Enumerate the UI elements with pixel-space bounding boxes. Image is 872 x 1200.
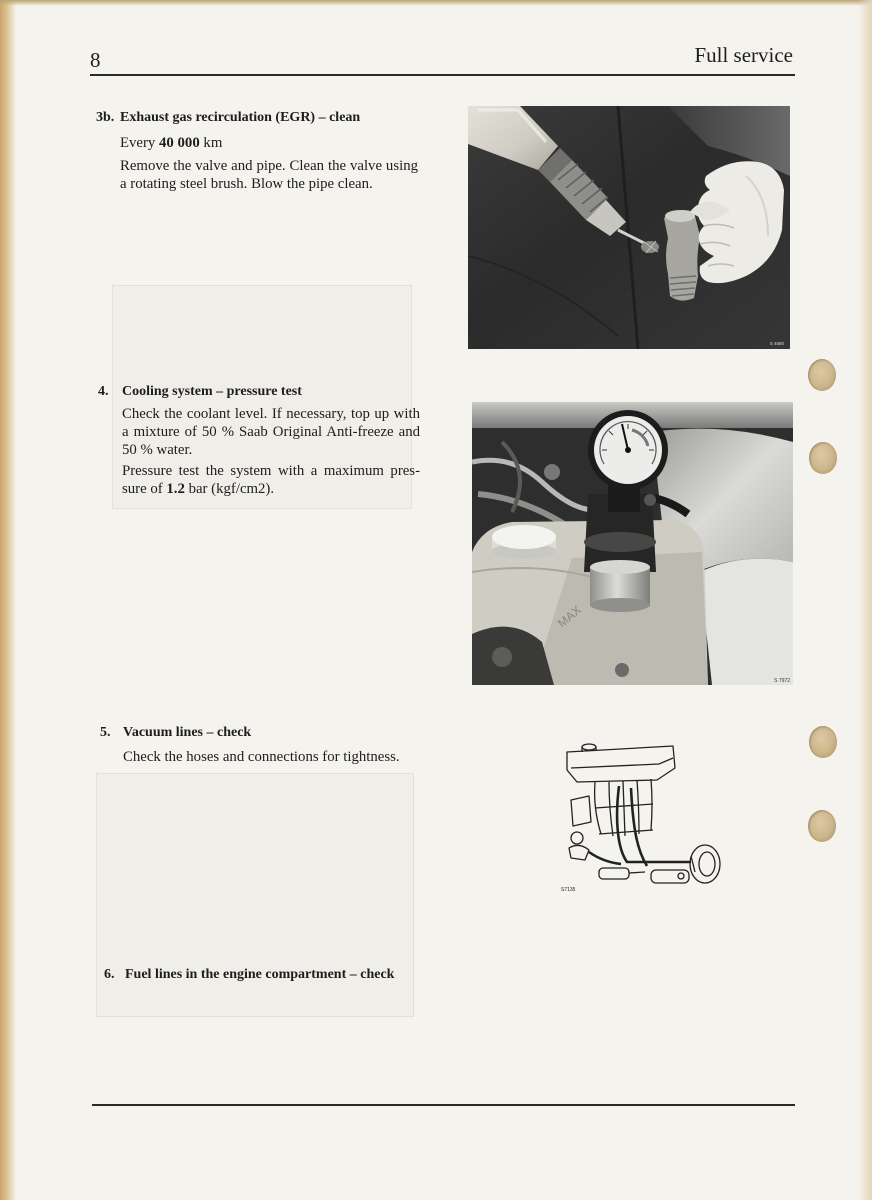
- figure-label: S 4660: [769, 341, 784, 346]
- figure-label: S7135: [561, 887, 576, 893]
- page-edge-top: [0, 0, 872, 6]
- steel-brush: [641, 241, 659, 253]
- step-text-line: Check the hoses and connections for tightness.: [123, 749, 400, 765]
- step-text-line: Pressure test the system with a maximum pres-: [122, 463, 420, 479]
- interval-suffix: km: [199, 135, 223, 151]
- step-text-line: 50 % water.: [122, 442, 193, 458]
- footer-rule: [92, 1104, 795, 1106]
- egr-cleaning-illustration: [468, 106, 790, 349]
- step-number: 3b.: [96, 110, 115, 125]
- vacuum-lines-drawing: [555, 738, 727, 898]
- reservoir-cap: [492, 525, 556, 559]
- throttle-housing: [569, 796, 591, 860]
- figure-label: S 7972: [774, 678, 790, 684]
- valve-cover: [567, 746, 675, 782]
- step-text-line: a rotating steel brush. Blow the pipe clean.: [120, 176, 373, 192]
- punch-hole: [808, 359, 836, 391]
- interval-prefix: Every: [120, 135, 160, 151]
- step-title: Cooling system – pressure test: [122, 384, 302, 399]
- egr-valve: [664, 210, 700, 301]
- page-edge-left: [0, 0, 16, 1200]
- inner-wing-panel: [700, 559, 793, 685]
- pressure-test-illustration: [472, 402, 793, 685]
- vacuum-valve: [599, 868, 645, 879]
- step-number: 5.: [100, 725, 111, 740]
- pressure-test-photo: [472, 402, 793, 685]
- pressure-gauge: [588, 410, 668, 490]
- step-number: 6.: [104, 967, 115, 982]
- interval-value: 40 000: [159, 135, 200, 151]
- section-title: Full service: [694, 43, 793, 67]
- punch-hole: [809, 442, 837, 474]
- step-title: Vacuum lines – check: [123, 725, 252, 740]
- step-text-line: Check the coolant level. If necessary, top up with: [122, 406, 420, 422]
- header-rule: [90, 74, 795, 76]
- step-title: Exhaust gas recirculation (EGR) – clean: [120, 110, 361, 125]
- step-text-line: a mixture of 50 % Saab Original Anti-freeze and: [122, 424, 420, 440]
- page-edge-right: [858, 0, 872, 1200]
- step-title: Fuel lines in the engine compartment – check: [125, 967, 395, 982]
- page-number: 8: [90, 48, 101, 72]
- step-number: 4.: [98, 384, 109, 399]
- punch-hole: [809, 726, 837, 758]
- pressure-suffix: bar (kgf/cm2).: [184, 481, 275, 497]
- punch-hole: [808, 810, 836, 842]
- step-text-line: Remove the valve and pipe. Clean the valve using: [120, 158, 418, 174]
- egr-cleaning-photo: [468, 106, 790, 349]
- pressure-spec-line: [122, 480, 274, 498]
- vacuum-lines-diagram: [555, 738, 727, 898]
- service-interval: [120, 134, 222, 152]
- pressure-prefix: sure of: [122, 481, 167, 497]
- vacuum-connector: [651, 870, 689, 883]
- pressure-value: 1.2: [166, 481, 185, 497]
- vacuum-hoses: [589, 786, 691, 866]
- max-level-marking: MAX: [554, 602, 584, 631]
- vacuum-canister: [690, 845, 720, 883]
- intake-manifold: [595, 779, 653, 836]
